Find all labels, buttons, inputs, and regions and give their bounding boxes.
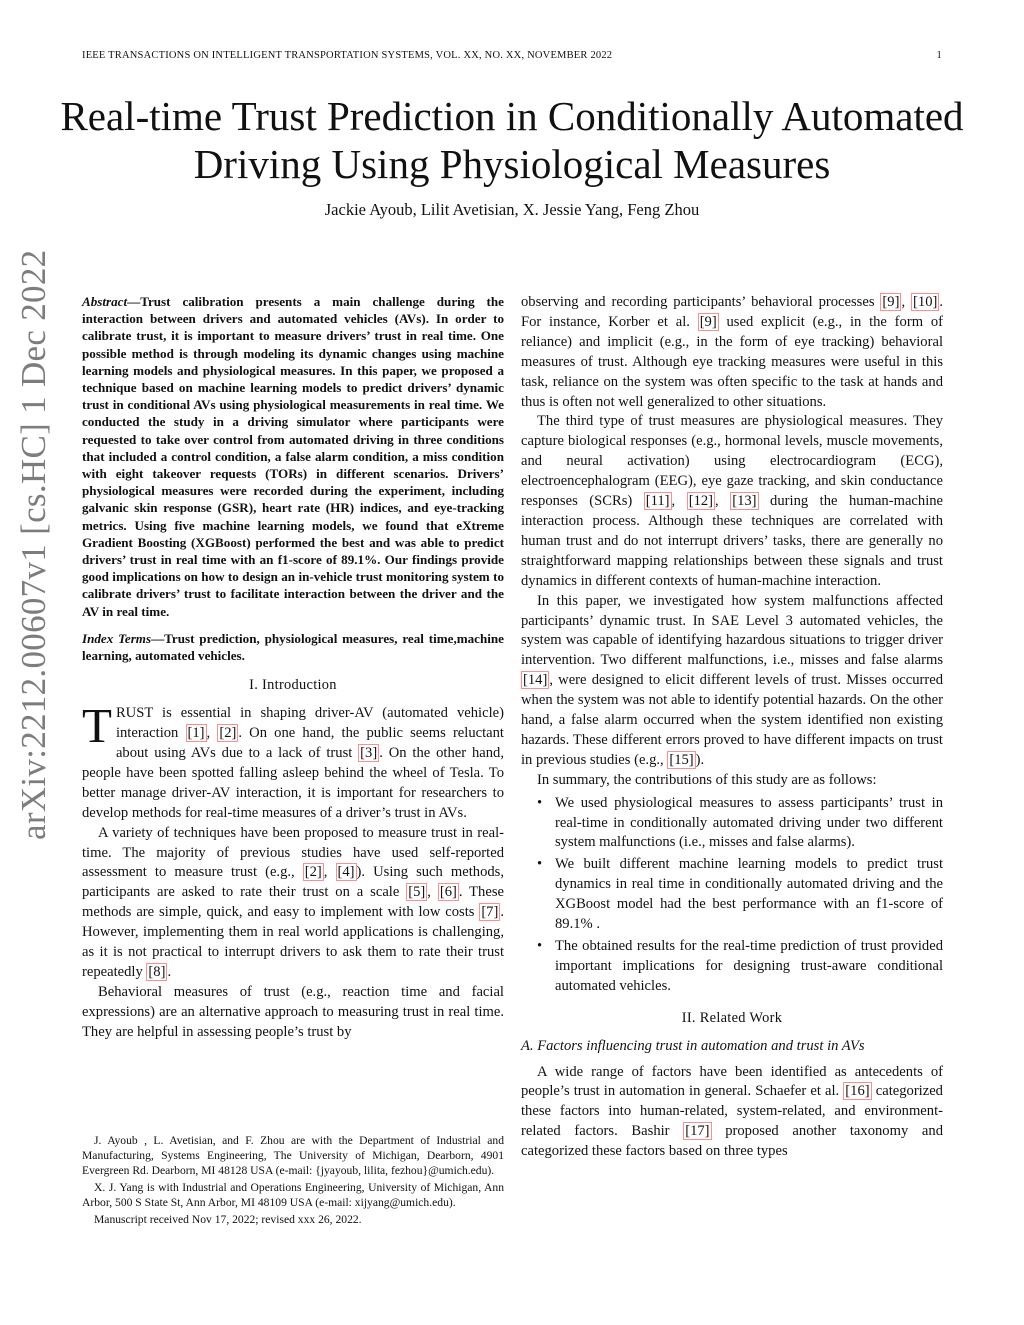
text-run: The third type of trust measures are physiological measures. They capture biological responses (e.g., hormonal levels, muscle movements, and neural activation) using electrocardiogram (ECG), electroencephalogram (EEG), eye gaze tracking, and skin conductance responses (SCRs) [521, 413, 943, 510]
abstract-text: —Trust calibration presents a main challenge during the interaction between drivers and automated vehicles (AVs). In order to calibrate trust, it is important to measure drivers’ trust in real time. One possible method is through modeling its dynamic changes using machine learning models and physiological measures. In this paper, we proposed a technique based on machine learning models to predict drivers’ dynamic trust in conditional AVs using physiological measurements in real time. We conducted the study in a driving simulator where participants were requested to take over control from automated driving in three conditions that included a control condition, a false alarm condition, a miss condition with eight takeover requests (TORs) in different scenarios. Drivers’ physiological measures were recorded during the experiment, including galvanic skin response (GSR), heart rate (HR) indices, and eye-tracking metrics. Using five machine learning models, we found that eXtreme Gradient Boosting (XGBoost) performed the best and was able to predict drivers’ trust in real time with an f1-score of 89.1%. Our findings provide good implications on how to design an in-vehicle trust monitoring system to calibrate drivers’ trust to facilitate interaction between the driver and the AV in real time. [82, 294, 504, 619]
text-run: In this paper, we investigated how system malfunctions affected participants’ dynamic trust. In SAE Level 3 automated vehicles, the system was capable of identifying hazardous situations to trigger driver intervention. Two different malfunctions, i.e., misses and false alarms [521, 592, 943, 669]
right-paragraph-5 [521, 1063, 943, 1163]
citation-link[interactable]: [7] [481, 904, 499, 921]
contributions-list [521, 794, 943, 997]
citation-link[interactable]: [6] [439, 884, 457, 901]
text-run: proposed another taxonomy and categorized these factors based on three types [521, 1123, 943, 1160]
list-item: • The obtained results for the real-time prediction of trust provided important implications for designing trust-aware conditional automated vehicles. [555, 937, 943, 997]
right-paragraph-4: In summary, the contributions of this study are as follows: [537, 771, 877, 788]
intro-paragraph-3: Behavioral measures of trust (e.g., reaction time and facial expressions) are an alternative approach to measuring trust in real time. They are helpful in assessing people’s trust by [82, 983, 504, 1040]
section-heading-introduction: I. Introduction [249, 677, 337, 694]
citation-link[interactable]: [14] [523, 672, 548, 689]
text-run: . These methods are simple, quick, and easy to implement with low costs [82, 884, 504, 921]
citation-link[interactable]: [17] [685, 1123, 710, 1140]
right-column [521, 293, 943, 1162]
citation-link[interactable]: [8] [148, 963, 166, 980]
text-run: . For instance, Korber et al. [521, 294, 944, 330]
text-run: observing and recording participants’ behavioral processes [521, 294, 881, 310]
running-head [82, 50, 942, 66]
citation-link[interactable]: [13] [732, 493, 757, 510]
section-heading-related-work: II. Related Work [681, 1009, 783, 1026]
text-run: A wide range of factors have been identified as antecedents of people’s trust in automation in general. Schaefer et al. [521, 1063, 943, 1100]
intro-paragraph-1 [82, 698, 504, 823]
author-list: Jackie Ayoub, Lilit Avetisian, X. Jessie Yang, Feng Zhou [324, 200, 700, 219]
citation-link[interactable]: [11] [645, 493, 670, 510]
list-item: • We built different machine learning models to predict trust dynamics in real time in conditionally automated driving and the XGBoost model had the best performance with an f1-score of 89.1% . [555, 855, 943, 935]
text-run: , [323, 864, 336, 881]
index-terms-label: Index Terms [82, 630, 152, 646]
index-terms [82, 630, 504, 664]
list-item: • We used physiological measures to assess participants’ trust in real-time in conditionally automated driving under two different system malfunctions (i.e., misses and false alarms). [555, 794, 943, 854]
citation-link[interactable]: [2] [304, 864, 322, 881]
arxiv-identifier: arXiv:2212.00607v1 [cs.HC] 1 Dec 2022 [14, 249, 53, 840]
citation-link[interactable]: [3] [360, 744, 378, 761]
subsection-heading: A. Factors influencing trust in automation and trust in AVs [521, 1037, 865, 1054]
citation-link[interactable]: [12] [688, 493, 714, 510]
citation-link[interactable]: [9] [882, 294, 900, 310]
footnote-manuscript: Manuscript received Nov 17, 2022; revised xxx 26, 2022. [94, 1213, 362, 1227]
drop-cap: T [82, 698, 112, 754]
footnote-affiliation-1: J. Ayoub , L. Avetisian, and F. Zhou are with the Department of Industrial and Manufacturing, Systems Engineering, The University of Michigan, Dearborn, 4901 Evergreen Rd. Dearborn, MI 48128 USA (e-mail: {jyayoub, lilita, fezhou}@umich.edu). [82, 1134, 504, 1178]
citation-link[interactable]: [10] [913, 294, 938, 310]
text-run: , [901, 294, 912, 310]
citation-link[interactable]: [15] [669, 751, 694, 768]
text-run: A variety of techniques have been proposed to measure trust in real-time. The majority of previous studies have used self-reported assessment to measure trust (e.g., [82, 824, 504, 881]
text-run: RUST is essential in shaping driver-AV (automated vehicle) interaction [115, 705, 504, 742]
left-column [82, 293, 504, 1043]
text-run: , were designed to elicit different levels of trust. Misses occurred when the system was not able to identify potential hazards. On the other hand, a false alarm occurred when the system identified non existing hazards. These different errors proved to have different impacts on trust in previous studies (e.g., [521, 672, 943, 768]
text-run: ). [695, 751, 705, 768]
text-run: during the human-machine interaction process. Although these techniques are correlated with human trust and do not interrupt drivers’ tasks, there are generally no straightforward mapping relationships between these signals and trust dynamics in different contexts of human-machine interaction. [521, 493, 944, 589]
citation-link[interactable]: [5] [408, 884, 426, 901]
footnotes [82, 1133, 504, 1230]
text-run: . On one hand, the public seems reluctant about using AVs due to a lack of trust [115, 725, 504, 761]
abstract-label: Abstract [82, 294, 128, 309]
right-paragraph-3 [521, 592, 943, 771]
citation-link[interactable]: [4] [337, 864, 355, 881]
text-run: , [206, 725, 218, 742]
citation-link[interactable]: [2] [219, 725, 237, 742]
text-run: . However, implementing them in real world applications is challenging, as it is not practical to interrupt drivers to ask them to rate their trust repeatedly [82, 904, 504, 980]
citation-link[interactable]: [1] [187, 725, 205, 742]
text-run: used explicit (e.g., in the form of reliance) and implicit (e.g., in the form of eye tracking) behavioral measures of trust. Although eye tracking measures were useful in this task, reliance on the system was often specific to the task at hands and thus is often not well generalized to other situations. [521, 313, 943, 410]
right-paragraph-1 [521, 293, 943, 412]
text-run: . [167, 963, 172, 980]
text-run: , [715, 493, 731, 510]
text-run: . On the other hand, people have been spotted falling asleep behind the wheel of Tesla. To better manage driver-AV interaction, it is important for researchers to develop methods for real-time measures of a driver’s trust in AVs. [82, 744, 504, 821]
text-run: categorized these factors into human-related, system-related, and environment-related factors. Bashir [521, 1083, 943, 1140]
intro-paragraph-2 [82, 824, 504, 983]
abstract [82, 293, 504, 620]
text-run: ). Using such methods, participants are asked to rate their trust on a scale [82, 864, 505, 901]
text-run: , [671, 493, 687, 510]
citation-link[interactable]: [9] [699, 313, 717, 330]
paper-title: Real-time Trust Prediction in Conditionally Automated Driving Using Physiological Measures [60, 93, 964, 187]
footnote-affiliation-2: X. J. Yang is with Industrial and Operations Engineering, University of Michigan, Ann Arbor, 500 S State St, Ann Arbor, MI 48109 USA (e-mail: xijyang@umich.edu). [82, 1181, 504, 1210]
page-number: 1 [936, 50, 942, 61]
citation-link[interactable]: [16] [845, 1083, 870, 1100]
index-terms-text: —Trust prediction, physiological measures, real time,machine learning, automated vehicles. [82, 630, 504, 664]
journal-header: IEEE TRANSACTIONS ON INTELLIGENT TRANSPORTATION SYSTEMS, VOL. XX, NO. XX, NOVEMBER 2022 [82, 50, 613, 61]
text-run: , [427, 884, 438, 901]
right-paragraph-2 [521, 412, 943, 591]
